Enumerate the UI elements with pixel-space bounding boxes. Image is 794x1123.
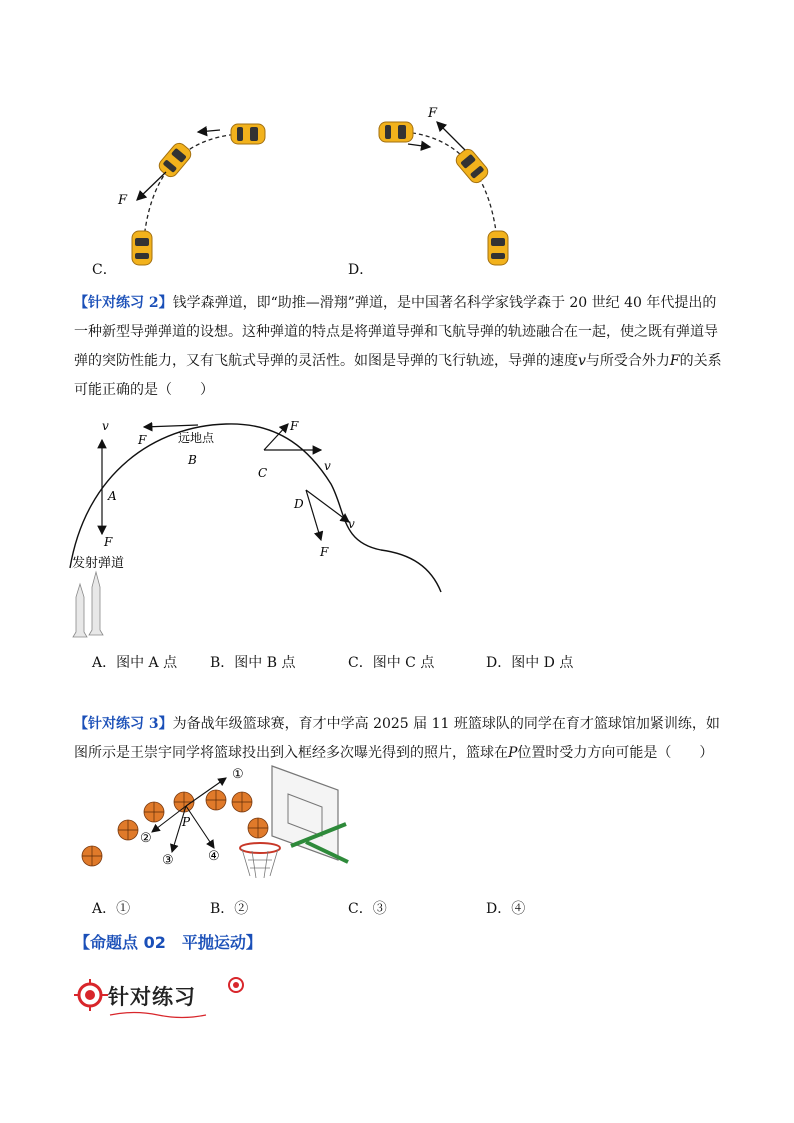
option-d: D． xyxy=(348,262,374,278)
point-c-label: C xyxy=(258,466,268,480)
point-b-label: B xyxy=(188,453,197,467)
svg-text:v: v xyxy=(324,459,331,473)
practice-badge xyxy=(74,975,254,1020)
svg-text:④: ④ xyxy=(208,849,220,864)
svg-text:v: v xyxy=(348,517,355,531)
point-p-label: P xyxy=(182,815,191,829)
option-d: D．④ xyxy=(486,901,526,917)
launch-trajectory-label: 发射弹道 xyxy=(72,556,125,571)
option-a: A．① xyxy=(92,901,131,917)
point-a-label: A xyxy=(108,489,117,503)
q1-figure-c xyxy=(80,100,300,275)
trajectory-curve xyxy=(70,424,441,592)
option-b: B．图中 B 点 xyxy=(210,655,296,671)
q1-figure-d xyxy=(370,100,540,275)
option-c: C． xyxy=(92,262,117,278)
svg-text:③: ③ xyxy=(162,853,174,868)
force-label-f: F xyxy=(428,106,438,121)
question-3-text: 【针对练习 3】为备战年级篮球赛，育才中学高 2025 届 11 班篮球队的同学在育才篮球馆加紧训练，如图所示是王崇宇同学将篮球投出到入框经多次曝光得到的照片，篮球在P位置时受力方向可能是（ ） xyxy=(74,716,720,761)
far-point-label: 远地点 xyxy=(178,431,215,445)
basketball-figure xyxy=(76,758,356,883)
svg-text:①: ① xyxy=(232,767,244,782)
option-b: B．② xyxy=(210,901,249,917)
missile-icon xyxy=(73,572,103,637)
question-tag: 【针对练习 2】 xyxy=(74,295,173,311)
svg-text:F: F xyxy=(138,433,147,447)
force-label-f: F xyxy=(118,193,128,208)
missile-trajectory-figure xyxy=(66,412,450,640)
svg-text:v: v xyxy=(102,419,109,433)
svg-text:F: F xyxy=(320,545,329,559)
svg-text:F: F xyxy=(104,535,113,549)
question-tag: 【针对练习 3】 xyxy=(74,716,173,732)
badge-label: 针对练习 xyxy=(108,985,196,1009)
option-c: C．图中 C 点 xyxy=(348,655,435,671)
svg-text:②: ② xyxy=(140,831,152,846)
svg-text:F: F xyxy=(290,419,299,433)
question-2-text: 【针对练习 2】钱学森弹道，即“助推—滑翔”弹道，是中国著名科学家钱学森于 20 世纪 40 年代提出的一种新型导弹弹道的设想。这种弹道的特点是将弹道导弹和飞航导弹的轨迹融合在一起，使之既有弹道导弹的突防性能力，又有飞航式导弹的灵活性。如图是导弹的飞行轨迹，导弹的速度v与所受合外力F的关系可能正确的是（ ） xyxy=(74,295,722,398)
option-c: C．③ xyxy=(348,901,387,917)
option-d: D．图中 D 点 xyxy=(486,655,574,671)
point-d-label: D xyxy=(294,497,304,511)
section-heading: 【命题点 02 平抛运动】 xyxy=(74,933,262,952)
option-a: A．图中 A 点 xyxy=(92,655,178,671)
